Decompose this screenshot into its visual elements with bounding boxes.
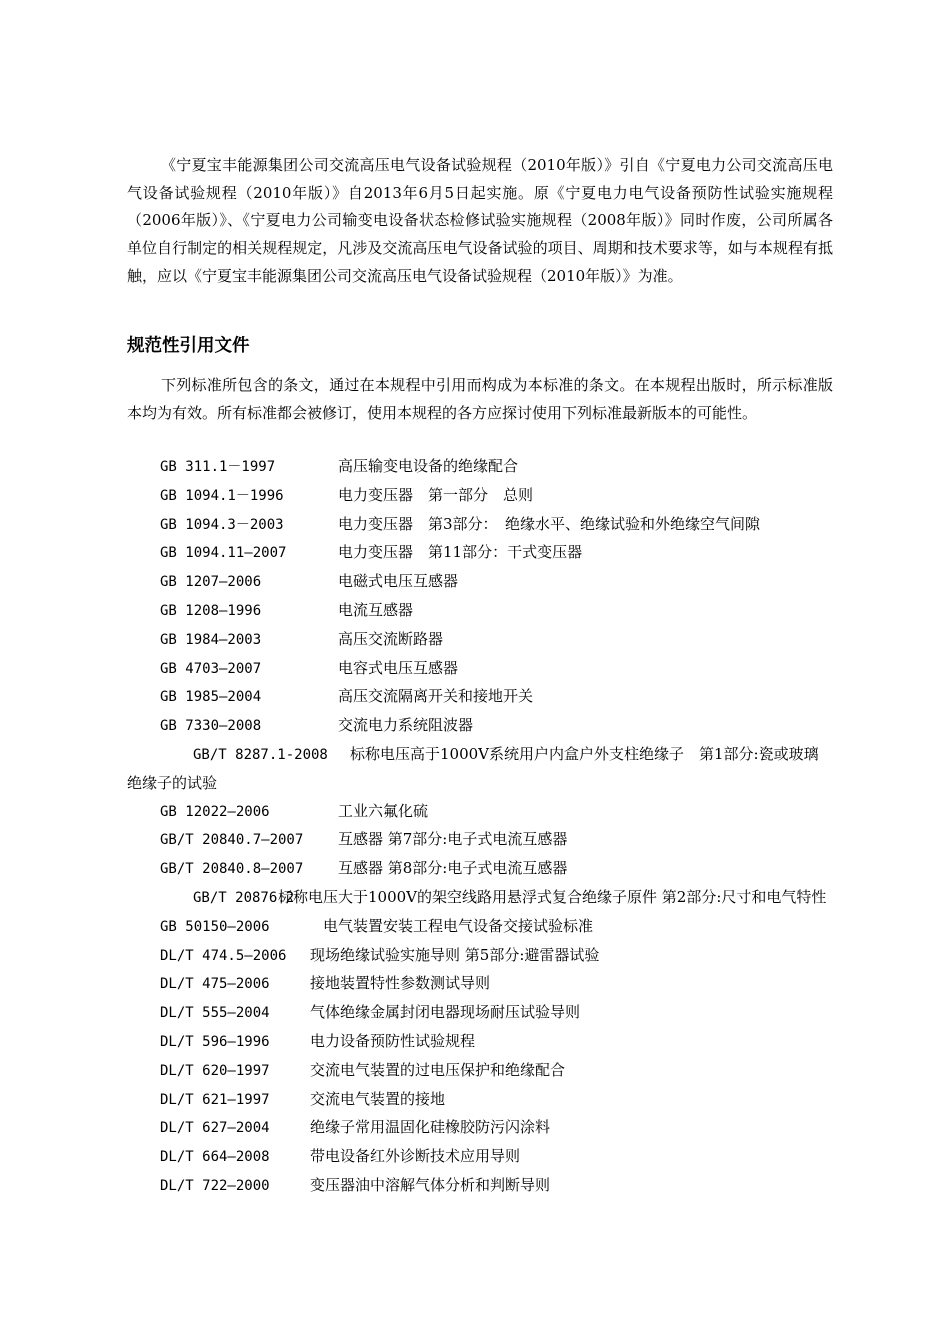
reference-item <box>127 826 833 855</box>
reference-item <box>127 511 833 540</box>
reference-title: 电磁式电压互感器 <box>338 572 459 591</box>
reference-item <box>127 1086 833 1115</box>
reference-title: 电力设备预防性试验规程 <box>310 1031 476 1050</box>
reference-code: DL/T 474.5—2006 <box>160 947 287 964</box>
reference-title: 接地装置特性参数测试导则 <box>310 974 491 993</box>
reference-code: GB 1984—2003 <box>160 631 262 648</box>
reference-item <box>127 942 833 971</box>
reference-code: GB/T 20876.2 <box>193 889 295 906</box>
reference-item <box>127 626 833 655</box>
intro-paragraph: 《宁夏宝丰能源集团公司交流高压电气设备试验规程（2010年版）》引自《宁夏电力公司交流高压电气设备试验规程（2010年版）》自2013年6月5日起实施。原《宁夏电力电气设备预防性试验实施规程（2006年版）》、《宁夏电力公司输变电设备状态检修试验实施规程（2008年版）》同时作废，公司所属各单位自行制定的相关规程规定，凡涉及交流高压电气设备试验的项目、周期和技术要求等，如与本规程有抵触，应以《宁夏宝丰能源集团公司交流高压电气设备试验规程（2010年版）》为准。 <box>127 156 833 285</box>
reference-item <box>127 999 833 1028</box>
reference-title: 互感器 第8部分:电子式电流互感器 <box>338 859 568 878</box>
reference-item <box>127 482 833 511</box>
reference-code: GB 50150—2006 <box>160 918 270 935</box>
reference-code: DL/T 722—2000 <box>160 1177 270 1194</box>
reference-title: 标称电压高于1000V系统用户内盒户外支柱绝缘子 第1部分:瓷或玻璃绝缘子的试验 <box>127 744 819 792</box>
reference-item <box>127 913 833 942</box>
reference-item <box>127 568 833 597</box>
reference-item <box>127 1057 833 1086</box>
reference-item <box>127 453 833 482</box>
reference-code: GB 1985—2004 <box>160 689 262 706</box>
reference-code: GB/T 8287.1-2008 <box>193 746 328 763</box>
reference-item <box>127 597 833 626</box>
reference-code: GB 1207—2006 <box>160 574 262 591</box>
reference-code: GB 1094.1－1996 <box>160 487 284 504</box>
reference-code: DL/T 627—2004 <box>160 1120 270 1137</box>
reference-code: GB 1094.11—2007 <box>160 545 287 562</box>
reference-code: GB/T 20840.7—2007 <box>160 832 304 849</box>
reference-code: GB 12022—2006 <box>160 803 270 820</box>
reference-code: DL/T 555—2004 <box>160 1005 270 1022</box>
reference-code: GB 1208—1996 <box>160 602 262 619</box>
reference-title: 气体绝缘金属封闭电器现场耐压试验导则 <box>310 1003 581 1022</box>
reference-code: DL/T 620—1997 <box>160 1062 270 1079</box>
reference-code: GB 4703—2007 <box>160 660 262 677</box>
reference-list <box>127 453 833 1201</box>
reference-title: 交流电力系统阻波器 <box>338 716 474 735</box>
reference-code: GB/T 20840.8—2007 <box>160 861 304 878</box>
reference-title: 带电设备红外诊断技术应用导则 <box>310 1147 521 1166</box>
reference-item <box>127 1172 833 1201</box>
lead-paragraph: 下列标准所包含的条文，通过在本规程中引用而构成为本标准的条文。在本规程出版时，所示标准版本均为有效。所有标准都会被修订，使用本规程的各方应探讨使用下列标准最新版本的可能性。 <box>127 376 833 422</box>
reference-item <box>127 1143 833 1172</box>
reference-title: 现场绝缘试验实施导则 第5部分:避雷器试验 <box>310 945 600 964</box>
reference-title: 电气装置安装工程电气设备交接试验标准 <box>323 916 594 935</box>
reference-item <box>127 798 833 827</box>
reference-title: 电流互感器 <box>338 600 414 619</box>
reference-title: 高压输变电设备的绝缘配合 <box>338 457 519 475</box>
reference-item <box>127 884 833 913</box>
reference-code: DL/T 475—2006 <box>160 976 270 993</box>
reference-item <box>127 970 833 999</box>
reference-code: DL/T 621—1997 <box>160 1091 270 1108</box>
reference-title: 电容式电压互感器 <box>338 658 459 677</box>
reference-item <box>127 683 833 712</box>
reference-item <box>127 712 833 741</box>
reference-item <box>127 741 833 798</box>
reference-title: 电力变压器 第3部分： 绝缘水平、绝缘试验和外绝缘空气间隙 <box>338 514 761 533</box>
reference-title: 工业六氟化硫 <box>338 801 429 820</box>
reference-code: GB 1094.3－2003 <box>160 516 284 533</box>
reference-title: 电力变压器 第11部分：干式变压器 <box>338 543 583 562</box>
section-title: 规范性引用文件 <box>127 336 250 356</box>
reference-item <box>127 1114 833 1143</box>
reference-title: 绝缘子常用温固化硅橡胶防污闪涂料 <box>310 1118 551 1137</box>
reference-code: DL/T 596—1996 <box>160 1033 270 1050</box>
reference-code: GB 311.1－1997 <box>160 459 276 475</box>
reference-title: 交流电气装置的过电压保护和绝缘配合 <box>310 1060 566 1079</box>
reference-title: 高压交流隔离开关和接地开关 <box>338 687 534 706</box>
reference-title: 电力变压器 第一部分 总则 <box>338 485 534 504</box>
reference-code: GB 7330—2008 <box>160 718 262 735</box>
reference-title: 变压器油中溶解气体分析和判断导则 <box>310 1175 551 1194</box>
reference-code: DL/T 664—2008 <box>160 1149 270 1166</box>
reference-title: 标称电压大于1000V的架空线路用悬浮式复合绝缘子原件 第2部分:尺寸和电气特性 <box>278 887 827 906</box>
reference-title: 交流电气装置的接地 <box>310 1089 446 1108</box>
reference-item <box>127 655 833 684</box>
reference-title: 高压交流断路器 <box>338 629 444 648</box>
reference-item <box>127 1028 833 1057</box>
reference-item <box>127 855 833 884</box>
reference-item <box>127 539 833 568</box>
reference-title: 互感器 第7部分:电子式电流互感器 <box>338 830 568 849</box>
